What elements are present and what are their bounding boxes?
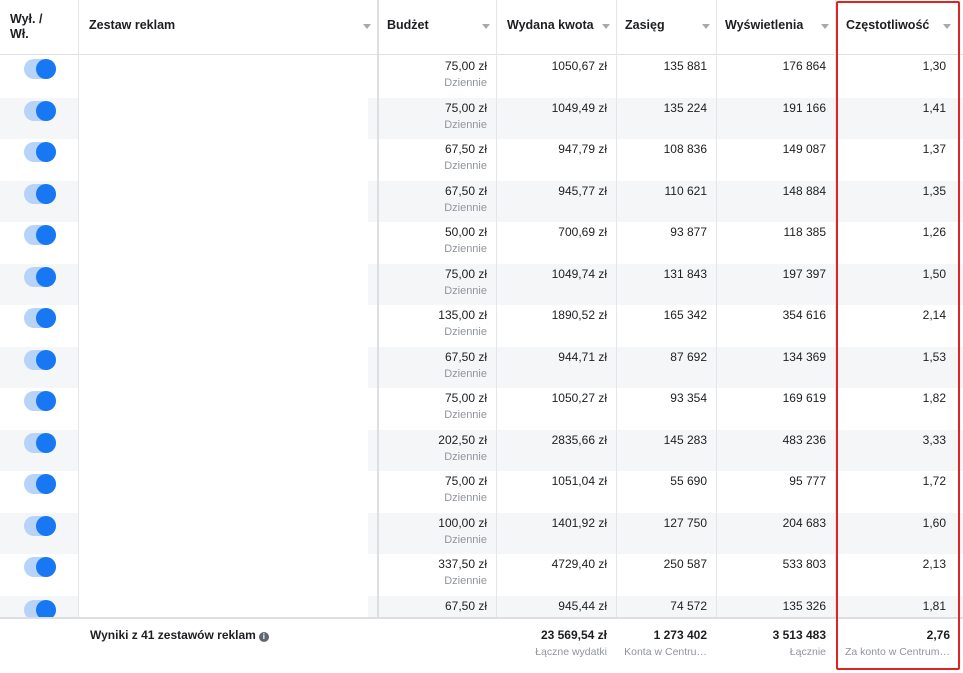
table-row[interactable]: [0, 471, 963, 512]
toggle-cell: [0, 388, 79, 429]
summary-impressions: [717, 619, 835, 673]
status-toggle[interactable]: [24, 225, 56, 245]
frequency-value: 1,30: [922, 59, 946, 73]
frequency-value: 1,53: [922, 349, 946, 364]
column-divider: [616, 0, 617, 673]
header-impressions-label: Wyświetlenia: [725, 18, 804, 32]
summary-frequency: [836, 619, 960, 673]
budget-type-label: Dziennie: [444, 367, 487, 380]
reach-value: 87 692: [670, 349, 707, 364]
header-frequency[interactable]: [836, 0, 963, 55]
toggle-knob: [36, 350, 56, 370]
spent-cell: [497, 471, 616, 512]
reach-cell: [617, 139, 716, 180]
impressions-value: 197 397: [782, 266, 826, 281]
table-row[interactable]: [0, 305, 963, 346]
column-divider: [496, 0, 497, 673]
status-toggle[interactable]: [24, 391, 56, 411]
budget-value: 337,50 zł: [438, 557, 487, 571]
budget-type-label: Dziennie: [444, 77, 487, 89]
header-ad-set-name[interactable]: [79, 0, 377, 55]
budget-value: 67,50 zł: [444, 349, 487, 364]
toggle-knob: [36, 433, 56, 453]
reach-cell: [617, 181, 716, 222]
frequency-cell: [836, 430, 960, 471]
impressions-value: 176 864: [782, 59, 826, 73]
summary-spent: [497, 619, 616, 673]
budget-value: 75,00 zł: [444, 100, 487, 115]
spent-cell: [497, 181, 616, 222]
results-label: [90, 628, 269, 642]
header-budget-label: Budżet: [387, 18, 429, 32]
impressions-cell: [717, 471, 835, 512]
status-toggle[interactable]: [24, 308, 56, 328]
budget-cell: [379, 347, 496, 388]
spent-cell: [497, 56, 616, 97]
budget-cell: [379, 471, 496, 512]
reach-cell: [617, 388, 716, 429]
toggle-knob: [36, 474, 56, 494]
frequency-cell: [836, 305, 960, 346]
budget-value: 75,00 zł: [444, 59, 487, 73]
toggle-knob: [36, 225, 56, 245]
info-icon[interactable]: i: [259, 632, 269, 642]
sort-caret-icon[interactable]: [702, 24, 710, 29]
frequency-value: 1,72: [922, 474, 946, 488]
header-budget[interactable]: [379, 0, 496, 55]
header-toggle[interactable]: [0, 0, 79, 55]
reach-value: 93 877: [670, 225, 707, 239]
budget-value: 100,00 zł: [438, 515, 487, 530]
reach-cell: [617, 222, 716, 263]
impressions-value: 169 619: [782, 391, 826, 405]
reach-value: 145 283: [663, 432, 707, 447]
budget-value: 202,50 zł: [438, 432, 487, 447]
reach-cell: [617, 264, 716, 305]
table-row[interactable]: [0, 264, 963, 305]
spent-value: 1049,49 zł: [551, 100, 607, 115]
spent-value: 2835,66 zł: [551, 432, 607, 447]
budget-type-label: Dziennie: [444, 160, 487, 172]
budget-cell: [379, 430, 496, 471]
budget-value: 75,00 zł: [444, 266, 487, 281]
results-label-text: Wyniki z 41 zestawów reklam: [90, 628, 256, 642]
frequency-value: 1,26: [922, 225, 946, 239]
summary-reach-sub: Konta w Centru…: [624, 646, 707, 658]
spent-cell: [497, 222, 616, 263]
reach-value: 165 342: [663, 308, 707, 322]
header-toggle-line2: Wł.: [10, 27, 29, 41]
toggle-cell: [0, 264, 79, 305]
impressions-value: 148 884: [782, 183, 826, 198]
header-toggle-line1: Wył. /: [10, 12, 43, 26]
frequency-cell: [836, 222, 960, 263]
status-toggle[interactable]: [24, 516, 56, 536]
summary-reach-value: 1 273 402: [653, 628, 707, 642]
reach-value: 131 843: [663, 266, 707, 281]
status-toggle[interactable]: [24, 433, 56, 453]
toggle-cell: [0, 181, 79, 222]
budget-type-label: Dziennie: [444, 450, 487, 463]
frequency-value: 1,60: [922, 515, 946, 530]
toggle-cell: [0, 554, 79, 595]
impressions-cell: [717, 430, 835, 471]
frequency-value: 1,41: [922, 100, 946, 115]
budget-cell: [379, 139, 496, 180]
sort-caret-icon[interactable]: [602, 24, 610, 29]
toggle-knob: [36, 267, 56, 287]
reach-cell: [617, 56, 716, 97]
table-row[interactable]: [0, 98, 963, 139]
spent-value: 947,79 zł: [558, 142, 607, 156]
impressions-value: 95 777: [789, 474, 826, 488]
spent-value: 1051,04 zł: [551, 474, 607, 488]
reach-cell: [617, 471, 716, 512]
table-row[interactable]: [0, 56, 963, 97]
status-toggle[interactable]: [24, 101, 56, 121]
toggle-knob: [36, 101, 56, 121]
header-ad-set-name-label: Zestaw reklam: [89, 18, 176, 32]
summary-spent-value: 23 569,54 zł: [540, 628, 607, 642]
spent-cell: [497, 388, 616, 429]
impressions-cell: [717, 554, 835, 595]
budget-cell: [379, 264, 496, 305]
reach-value: 108 836: [663, 142, 707, 156]
budget-cell: [379, 554, 496, 595]
impressions-cell: [717, 388, 835, 429]
sort-caret-icon[interactable]: [482, 24, 490, 29]
budget-value: 67,50 zł: [444, 183, 487, 198]
sort-caret-icon[interactable]: [363, 24, 371, 29]
status-toggle[interactable]: [24, 184, 56, 204]
status-toggle[interactable]: [24, 474, 56, 494]
frequency-value: 1,35: [922, 183, 946, 198]
budget-cell: [379, 513, 496, 554]
spent-value: 4729,40 zł: [551, 557, 607, 571]
impressions-cell: [717, 222, 835, 263]
budget-type-label: Dziennie: [444, 575, 487, 587]
budget-type-label: Dziennie: [444, 409, 487, 421]
table-row[interactable]: [0, 347, 963, 388]
spent-value: 944,71 zł: [558, 349, 607, 364]
toggle-cell: [0, 430, 79, 471]
budget-type-label: Dziennie: [444, 243, 487, 255]
header-spent-label: Wydana kwota: [507, 18, 594, 32]
toggle-knob: [36, 516, 56, 536]
spent-value: 1050,67 zł: [551, 59, 607, 73]
spent-cell: [497, 554, 616, 595]
frequency-value: 1,50: [922, 266, 946, 281]
frequency-cell: [836, 139, 960, 180]
budget-cell: [379, 305, 496, 346]
impressions-value: 118 385: [783, 225, 826, 239]
header-impressions[interactable]: [717, 0, 835, 55]
frequency-cell: [836, 347, 960, 388]
impressions-cell: [717, 305, 835, 346]
toggle-cell: [0, 98, 79, 139]
reach-value: 250 587: [663, 557, 707, 571]
budget-type-label: Dziennie: [444, 118, 487, 131]
reach-value: 135 224: [663, 100, 707, 115]
ad-set-name-cell[interactable]: [79, 98, 377, 139]
column-divider: [716, 0, 717, 673]
ad-set-name-cell[interactable]: [79, 471, 377, 512]
ad-set-name-cell[interactable]: [79, 388, 377, 429]
frequency-cell: [836, 181, 960, 222]
budget-value: 67,50 zł: [444, 142, 487, 156]
ad-set-name-cell[interactable]: [79, 430, 377, 471]
toggle-knob: [36, 557, 56, 577]
frequency-cell: [836, 471, 960, 512]
ad-set-name-cell[interactable]: [79, 513, 377, 554]
table-row[interactable]: [0, 388, 963, 429]
reach-value: 93 354: [670, 391, 707, 405]
spent-cell: [497, 430, 616, 471]
summary-spent-sub: Łączne wydatki: [535, 646, 607, 658]
table-row[interactable]: [0, 513, 963, 554]
frequency-cell: [836, 264, 960, 305]
impressions-cell: [717, 347, 835, 388]
impressions-cell: [717, 56, 835, 97]
ad-set-name-cell[interactable]: [79, 181, 377, 222]
spent-value: 1049,74 zł: [551, 266, 607, 281]
summary-reach: [617, 619, 716, 673]
spent-cell: [497, 513, 616, 554]
spent-cell: [497, 347, 616, 388]
spent-value: 1401,92 zł: [551, 515, 607, 530]
budget-type-label: Dziennie: [444, 201, 487, 214]
sort-caret-icon[interactable]: [943, 24, 951, 29]
header-frequency-label: Częstotliwość: [846, 18, 930, 32]
spent-value: 945,44 zł: [558, 598, 607, 613]
budget-cell: [379, 388, 496, 429]
budget-type-label: Dziennie: [444, 284, 487, 297]
status-toggle[interactable]: [24, 59, 56, 79]
spent-cell: [497, 139, 616, 180]
impressions-cell: [717, 98, 835, 139]
ad-set-name-cell[interactable]: [79, 305, 377, 346]
spent-value: 1050,27 zł: [551, 391, 607, 405]
summary-impressions-value: 3 513 483: [772, 628, 826, 642]
budget-value: 75,00 zł: [444, 391, 487, 405]
frequency-value: 3,33: [922, 432, 946, 447]
header-reach[interactable]: [617, 0, 716, 55]
toggle-cell: [0, 471, 79, 512]
summary-frequency-value: 2,76: [926, 628, 950, 642]
header-reach-label: Zasięg: [625, 18, 665, 32]
status-toggle[interactable]: [24, 142, 56, 162]
impressions-value: 204 683: [782, 515, 826, 530]
impressions-value: 191 166: [782, 100, 826, 115]
frequency-cell: [836, 554, 960, 595]
spent-cell: [497, 98, 616, 139]
reach-value: 135 881: [663, 59, 707, 73]
toggle-knob: [36, 308, 56, 328]
spent-value: 945,77 zł: [558, 183, 607, 198]
header-spent[interactable]: [497, 0, 616, 55]
budget-type-label: Dziennie: [444, 492, 487, 504]
toggle-knob: [36, 391, 56, 411]
column-divider: [78, 0, 79, 673]
reach-cell: [617, 513, 716, 554]
reach-value: 55 690: [670, 474, 707, 488]
reach-value: 74 572: [670, 598, 707, 613]
reach-cell: [617, 554, 716, 595]
spent-value: 700,69 zł: [558, 225, 607, 239]
toggle-knob: [36, 184, 56, 204]
ad-set-name-cell[interactable]: [79, 347, 377, 388]
frequency-value: 1,82: [922, 391, 946, 405]
frequency-value: 1,37: [922, 142, 946, 156]
budget-type-label: Dziennie: [444, 533, 487, 546]
reach-cell: [617, 98, 716, 139]
spent-cell: [497, 305, 616, 346]
status-toggle[interactable]: [24, 267, 56, 287]
impressions-value: 533 803: [782, 557, 826, 571]
summary-impressions-sub: Łącznie: [789, 646, 826, 658]
sort-caret-icon[interactable]: [821, 24, 829, 29]
impressions-value: 483 236: [782, 432, 826, 447]
toggle-cell: [0, 139, 79, 180]
ad-set-name-cell[interactable]: [79, 139, 377, 180]
toggle-cell: [0, 347, 79, 388]
toggle-cell: [0, 222, 79, 263]
impressions-cell: [717, 513, 835, 554]
frequency-cell: [836, 513, 960, 554]
reach-cell: [617, 305, 716, 346]
budget-value: 50,00 zł: [444, 225, 487, 239]
reach-value: 127 750: [663, 515, 707, 530]
toggle-cell: [0, 305, 79, 346]
status-toggle[interactable]: [24, 350, 56, 370]
impressions-value: 135 326: [782, 598, 826, 613]
budget-cell: [379, 56, 496, 97]
budget-value: 67,50 zł: [444, 598, 487, 613]
summary-row: [0, 617, 963, 673]
toggle-cell: [0, 56, 79, 97]
budget-type-label: Dziennie: [444, 326, 487, 338]
spent-cell: [497, 264, 616, 305]
budget-cell: [379, 98, 496, 139]
reach-value: 110 621: [664, 183, 707, 198]
frequency-value: 1,81: [922, 598, 946, 613]
impressions-value: 134 369: [782, 349, 826, 364]
impressions-cell: [717, 264, 835, 305]
reach-cell: [617, 430, 716, 471]
table-row[interactable]: [0, 222, 963, 263]
budget-cell: [379, 222, 496, 263]
budget-value: 75,00 zł: [444, 474, 487, 488]
table-row[interactable]: [0, 181, 963, 222]
impressions-cell: [717, 139, 835, 180]
summary-frequency-sub: Za konto w Centrum…: [844, 646, 950, 658]
ad-set-name-cell[interactable]: [79, 56, 377, 97]
impressions-cell: [717, 181, 835, 222]
table-row[interactable]: [0, 430, 963, 471]
impressions-value: 354 616: [782, 308, 826, 322]
spent-value: 1890,52 zł: [551, 308, 607, 322]
ad-set-name-cell[interactable]: [79, 554, 377, 595]
budget-value: 135,00 zł: [438, 308, 487, 322]
ad-set-name-cell[interactable]: [79, 222, 377, 263]
frequency-cell: [836, 56, 960, 97]
budget-cell: [379, 181, 496, 222]
column-divider: [377, 0, 379, 673]
frequency-cell: [836, 98, 960, 139]
status-toggle[interactable]: [24, 557, 56, 577]
impressions-value: 149 087: [782, 142, 826, 156]
frequency-cell: [836, 388, 960, 429]
table-row[interactable]: [0, 139, 963, 180]
toggle-knob: [36, 59, 56, 79]
table-row[interactable]: [0, 554, 963, 595]
column-divider: [835, 0, 836, 673]
reach-cell: [617, 347, 716, 388]
toggle-cell: [0, 513, 79, 554]
frequency-value: 2,13: [922, 557, 946, 571]
toggle-knob: [36, 142, 56, 162]
ad-set-name-cell[interactable]: [79, 264, 377, 305]
frequency-value: 2,14: [922, 308, 946, 322]
